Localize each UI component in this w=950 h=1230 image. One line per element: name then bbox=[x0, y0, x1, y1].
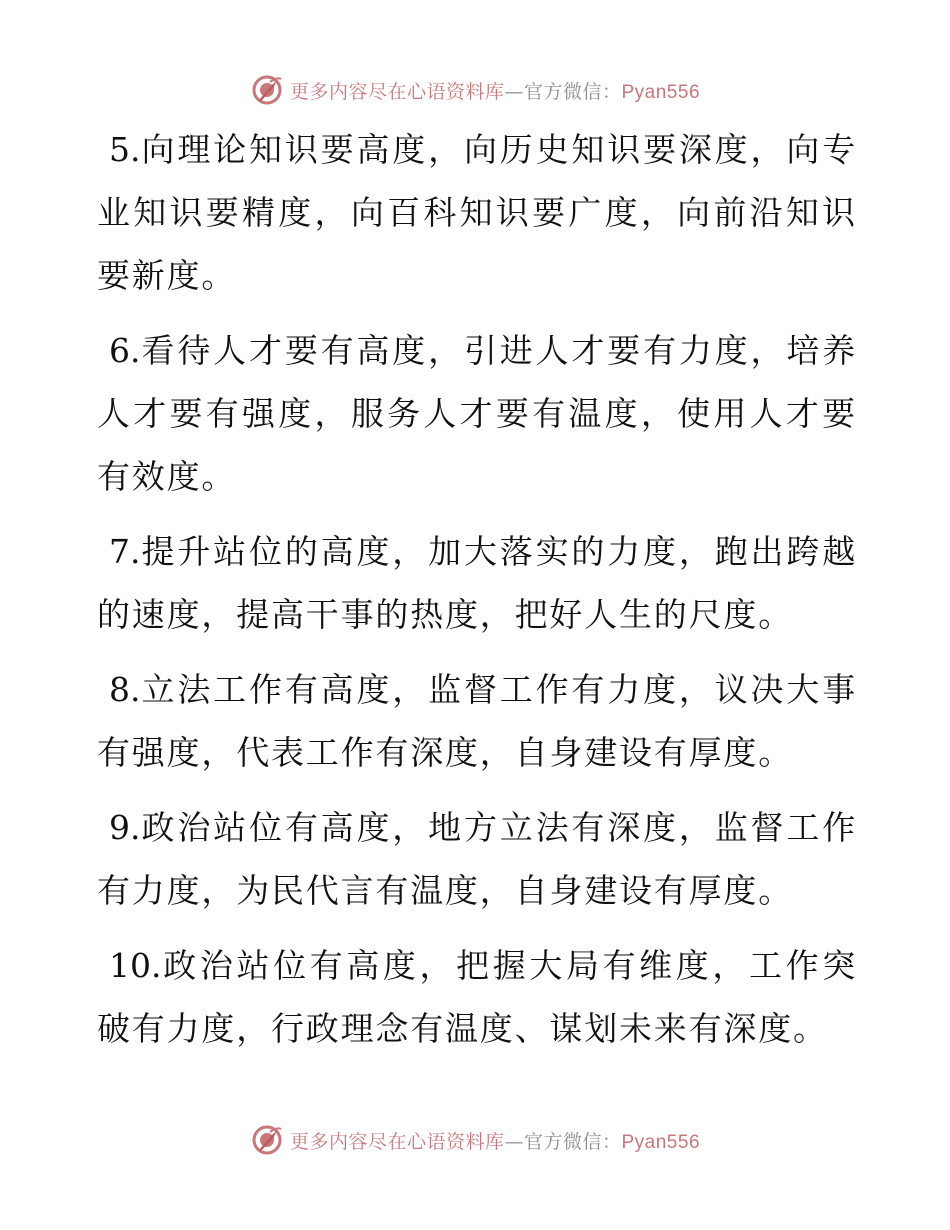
paragraph-text: 向理论知识要高度，向历史知识要深度，向专业知识要精度，向百科知识要广度，向前沿知识要新度。 bbox=[97, 130, 857, 295]
footer-wechat-id: Pyan556 bbox=[621, 1131, 701, 1153]
paragraph-number: 5. bbox=[109, 130, 141, 169]
paragraph-text: 政治站位有高度，地方立法有深度，监督工作有力度，为民代言有温度，自身建设有厚度。 bbox=[97, 808, 857, 910]
header-dash: — bbox=[504, 80, 524, 103]
paragraph-number: 10. bbox=[109, 946, 162, 985]
paragraph-number: 6. bbox=[109, 331, 141, 370]
paragraph-9 bbox=[97, 796, 857, 922]
paragraph-text: 政治站位有高度，把握大局有维度，工作突破有力度，行政理念有温度、谋划未来有深度。 bbox=[97, 946, 857, 1048]
document-body bbox=[97, 118, 857, 1072]
header-text-main: 更多内容尽在心语资料库 bbox=[289, 80, 505, 103]
header-banner bbox=[0, 70, 950, 110]
paragraph-7 bbox=[97, 520, 857, 646]
paragraph-8 bbox=[97, 658, 857, 784]
paragraph-text: 提升站位的高度，加大落实的力度，跑出跨越的速度，提高干事的热度，把好人生的尺度。 bbox=[97, 532, 857, 634]
paragraph-6 bbox=[97, 319, 857, 508]
footer-dash: — bbox=[504, 1130, 524, 1153]
footer-text-main: 更多内容尽在心语资料库 bbox=[289, 1130, 505, 1153]
paragraph-number: 7. bbox=[109, 532, 141, 571]
pen-nib-logo-icon bbox=[250, 1123, 284, 1157]
footer-banner bbox=[0, 1120, 950, 1160]
header-label: 官方微信： bbox=[523, 80, 622, 103]
paragraph-text: 立法工作有高度，监督工作有力度，议决大事有强度，代表工作有深度，自身建设有厚度。 bbox=[97, 670, 857, 772]
paragraph-number: 9. bbox=[109, 808, 141, 847]
pen-nib-logo-icon bbox=[250, 73, 284, 107]
paragraph-text: 看待人才要有高度，引进人才要有力度，培养人才要有强度，服务人才要有温度，使用人才要有效度。 bbox=[97, 331, 857, 496]
paragraph-5 bbox=[97, 118, 857, 307]
paragraph-10 bbox=[97, 934, 857, 1060]
header-text bbox=[290, 77, 700, 104]
footer-label: 官方微信： bbox=[523, 1130, 622, 1153]
paragraph-number: 8. bbox=[109, 670, 141, 709]
header-wechat-id: Pyan556 bbox=[621, 81, 701, 103]
footer-text bbox=[290, 1127, 700, 1154]
